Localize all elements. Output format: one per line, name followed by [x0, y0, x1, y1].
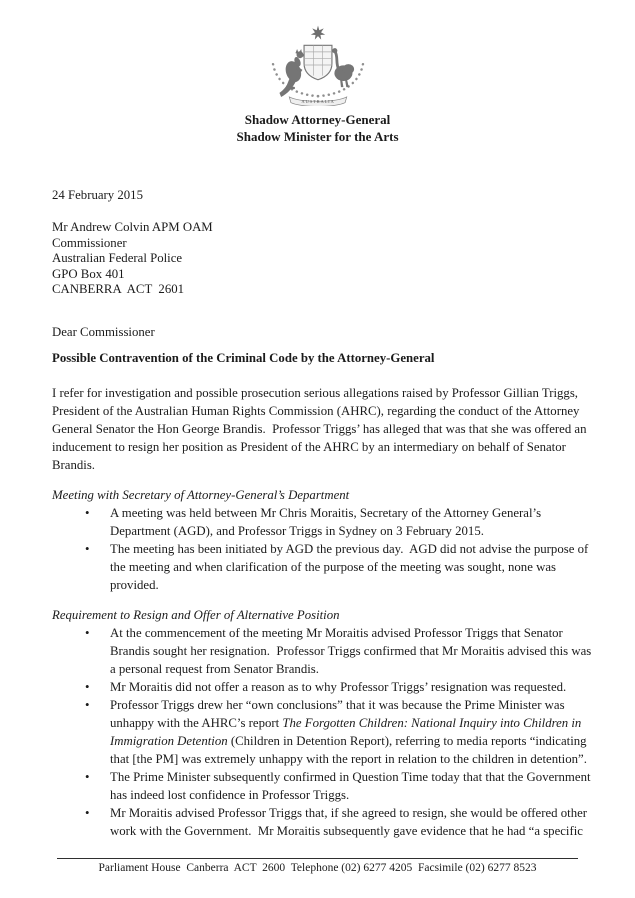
coat-of-arms [248, 24, 388, 106]
letterhead [0, 111, 635, 145]
scroll-banner-text: AUSTRALIA [300, 99, 335, 105]
section-heading: Meeting with Secretary of Attorney-General’s Department [52, 487, 350, 502]
bullet-item: • Mr Moraitis did not offer a reason as to why Professor Triggs’ resignation was requested. [110, 678, 593, 696]
bullet-item: • The meeting has been initiated by AGD the previous day. AGD did not advise the purpose of the meeting and when clarification of the purpose of the meeting was sought, none was provided. [110, 540, 593, 594]
salutation: Dear Commissioner [52, 324, 155, 339]
letterhead-title-1: Shadow Attorney-General [244, 112, 391, 127]
australian-coat-of-arms-icon [248, 24, 388, 106]
bullet-item: • A meeting was held between Mr Chris Moraitis, Secretary of the Attorney General’s Department (AGD), and Professor Triggs in Sydney on 3 February 2015. [110, 504, 593, 540]
scroll-banner [289, 97, 346, 106]
letter-content [0, 187, 635, 840]
bullet-list [52, 624, 593, 840]
section-heading: Requirement to Resign and Offer of Alternative Position [52, 607, 340, 622]
body-paragraph: I refer for investigation and possible prosecution serious allegations raised by Professor Gillian Triggs, President of the Australian Human Rights Commission (AHRC), regarding the conduct of the Attorney General Senator the Hon George Brandis. Professor Triggs’ has alleged that was that she was offered an inducement to resign her position as President of the AHRC by an intermediary on behalf of Senator Brandis. [52, 385, 590, 472]
subject-line: Possible Contravention of the Criminal Code by the Attorney-General [52, 350, 435, 365]
recipient-block [52, 220, 593, 298]
recipient-line: GPO Box 401 [52, 266, 125, 281]
bullet-item: • The Prime Minister subsequently confirmed in Question Time today that that the Government has indeed lost confidence in Professor Triggs. [110, 768, 593, 804]
recipient-line: Australian Federal Police [52, 251, 183, 266]
bullet-item: • Mr Moraitis advised Professor Triggs that, if she agreed to resign, she would be offered other work with the Government. Mr Moraitis subsequently gave evidence that he had “a specific [110, 804, 593, 840]
recipient-line: CANBERRA ACT 2601 [52, 282, 185, 297]
commonwealth-star-icon [310, 26, 324, 40]
shield-icon [304, 45, 332, 79]
footer-address: Parliament House Canberra ACT 2600 Telephone (02) 6277 4205 Facsimile (02) 6277 8523 [98, 862, 537, 874]
bullet-item: • At the commencement of the meeting Mr Moraitis advised Professor Triggs that Senator Brandis sought her resignation. Professor Triggs confirmed that Mr Moraitis advised this was a personal request from Senator Brandis. [110, 624, 593, 678]
letter-date: 24 February 2015 [52, 188, 143, 202]
footer-divider [57, 858, 578, 859]
letterhead-title-2: Shadow Minister for the Arts [236, 129, 399, 144]
bullet-item: • Professor Triggs drew her “own conclusions” that it was because the Prime Minister was unhappy with the AHRC’s report The Forgotten Children: National Inquiry into Children in Immigration Detention (Children in Detention Report), referring to media reports “indicating that [the PM] was extremely unhappy with the report in relation to the children in detention”. [110, 696, 593, 768]
recipient-line: Commissioner [52, 235, 127, 250]
letter-body [52, 384, 593, 840]
recipient-line: Mr Andrew Colvin APM OAM [52, 220, 213, 234]
bullet-list [52, 504, 593, 594]
